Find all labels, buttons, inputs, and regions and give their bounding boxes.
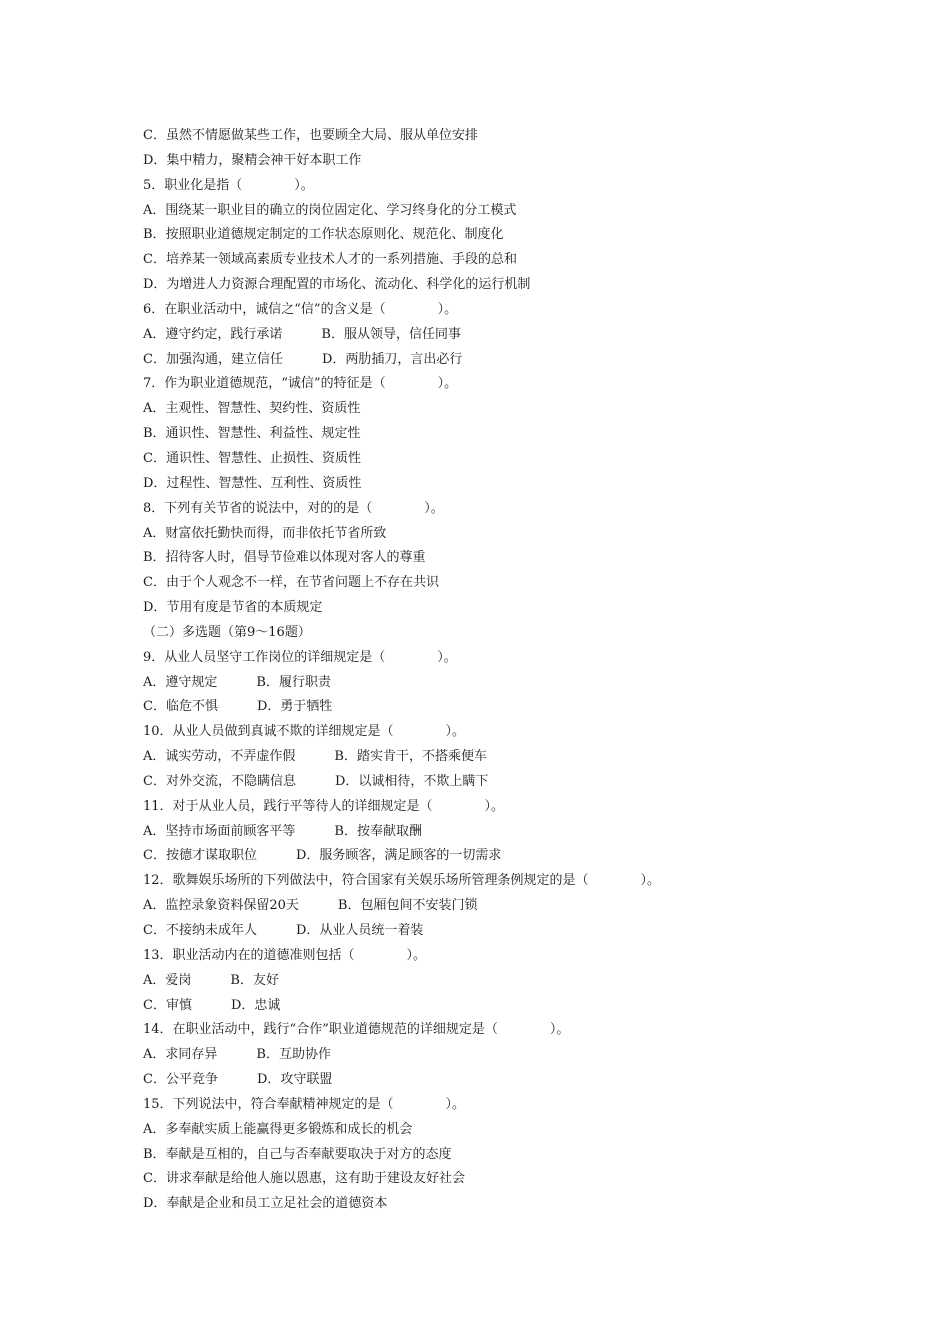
question-list — [143, 124, 863, 1217]
option-line: C．审慎 D．忠诚 — [143, 997, 281, 1013]
question-12: 12．歌舞娱乐场所的下列做法中，符合国家有关娱乐场所管理条例规定的是（ ）。 — [143, 873, 661, 889]
question-9: 9．从业人员坚守工作岗位的详细规定是（ ）。 — [143, 649, 457, 665]
question-5: 5．职业化是指（ ）。 — [143, 177, 314, 193]
option-line: D．过程性、智慧性、互利性、资质性 — [143, 475, 362, 491]
option-line: A．遵守约定，践行承诺 B．服从领导，信任同事 — [143, 326, 461, 342]
option-line: C．通识性、智慧性、止损性、资质性 — [143, 450, 361, 466]
question-10: 10．从业人员做到真诚不欺的详细规定是（ ）。 — [143, 724, 466, 740]
option-line: C．按德才谋取职位 D．服务顾客，满足顾客的一切需求 — [143, 848, 502, 864]
question-14: 14．在职业活动中，践行“合作”职业道德规范的详细规定是（ ）。 — [143, 1022, 570, 1038]
text-line: C．虽然不情愿做某些工作，也要顾全大局、服从单位安排 — [143, 128, 478, 143]
question-7: 7．作为职业道德规范，“诚信”的特征是（ ）。 — [143, 376, 458, 392]
option-line: C．公平竞争 D．攻守联盟 — [143, 1072, 333, 1088]
option-line: A．诚实劳动，不弄虚作假 B．踏实肯干，不搭乘便车 — [143, 749, 487, 765]
option-line: A．求同存异 B．互助协作 — [143, 1047, 331, 1063]
question-6: 6．在职业活动中，诚信之“信”的含义是（ ）。 — [143, 301, 458, 317]
question-15: 15．下列说法中，符合奉献精神规定的是（ ）。 — [143, 1096, 466, 1112]
option-line: B．奉献是互相的，自己与否奉献要取决于对方的态度 — [143, 1146, 452, 1162]
option-line: C．加强沟通，建立信任 D．两肋插刀，言出必行 — [143, 351, 463, 367]
option-line: A．坚持市场面前顾客平等 B．按奉献取酬 — [143, 823, 422, 839]
option-line: A．主观性、智慧性、契约性、资质性 — [143, 401, 361, 417]
option-line: A．围绕某一职业目的确立的岗位固定化、学习终身化的分工模式 — [143, 202, 517, 218]
option-line: C．临危不惧 D．勇于牺牲 — [143, 699, 333, 715]
option-line: A．遵守规定 B．履行职责 — [143, 674, 331, 690]
section-heading: （二）多选题（第9～16题） — [143, 624, 311, 640]
option-line: A．监控录象资料保留20天 B．包厢包间不安装门锁 — [143, 898, 478, 914]
question-13: 13．职业活动内在的道德准则包括（ ）。 — [143, 947, 427, 963]
text-line: D．集中精力，聚精会神干好本职工作 — [143, 152, 362, 168]
option-line: B．通识性、智慧性、利益性、规定性 — [143, 426, 361, 442]
option-line: A．多奉献实质上能赢得更多锻炼和成长的机会 — [143, 1121, 413, 1137]
question-11: 11．对于从业人员，践行平等待人的详细规定是（ ）。 — [143, 798, 505, 814]
option-line: B．招待客人时，倡导节俭难以体现对客人的尊重 — [143, 550, 426, 566]
question-8: 8．下列有关节省的说法中，对的的是（ ）。 — [143, 500, 444, 516]
option-line: D．为增进人力资源合理配置的市场化、流动化、科学化的运行机制 — [143, 277, 531, 293]
option-line: C．培养某一领域高素质专业技术人才的一系列措施、手段的总和 — [143, 252, 517, 268]
option-line: B．按照职业道德规定制定的工作状态原则化、规范化、制度化 — [143, 227, 504, 243]
option-line: C．讲求奉献是给他人施以恩惠，这有助于建设友好社会 — [143, 1171, 465, 1187]
option-line: C．由于个人观念不一样，在节省问题上不存在共识 — [143, 575, 439, 591]
option-line: A．财富依托勤快而得，而非依托节省所致 — [143, 525, 387, 541]
option-line: D．节用有度是节省的本质规定 — [143, 600, 323, 616]
option-line: C．不接纳未成年人 D．从业人员统一着装 — [143, 923, 424, 938]
option-line: C．对外交流，不隐瞒信息 D．以诚相待，不欺上瞒下 — [143, 773, 489, 789]
option-line: D．奉献是企业和员工立足社会的道德资本 — [143, 1196, 388, 1212]
option-line: A．爱岗 B．友好 — [143, 972, 279, 988]
